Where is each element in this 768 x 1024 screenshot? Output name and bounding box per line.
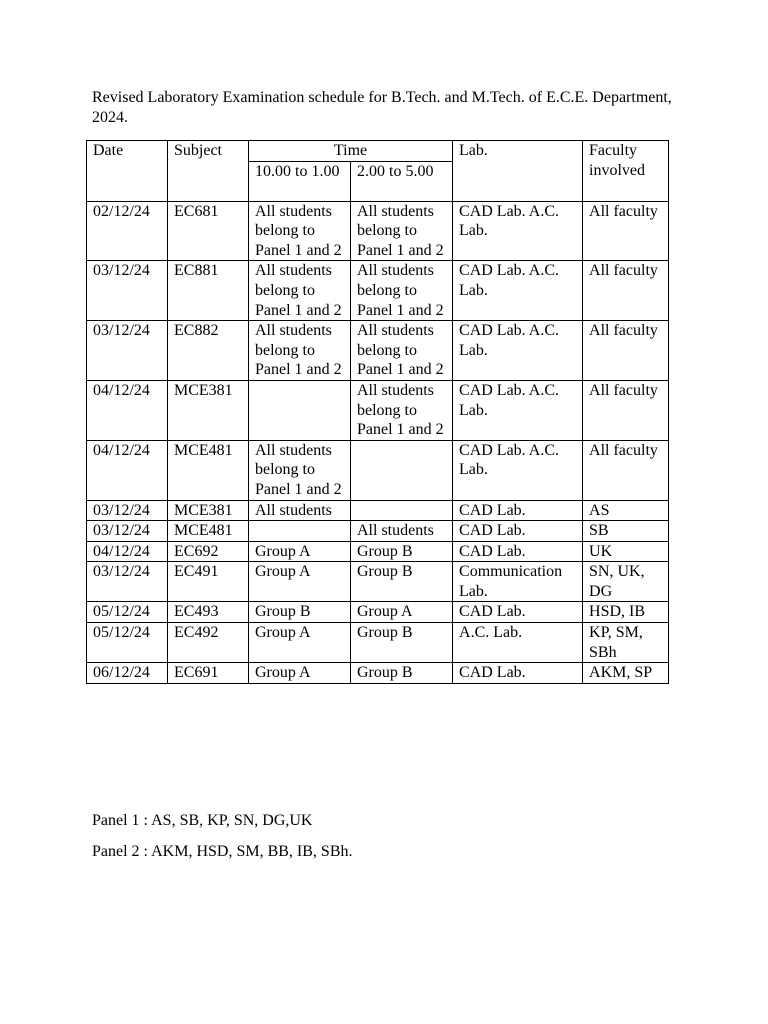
cell-faculty: AS [583,500,669,521]
cell-morning: Group A [249,663,351,684]
cell-date: 03/12/24 [87,321,168,381]
cell-morning: All students [249,500,351,521]
table-row [87,562,669,602]
table-row [87,261,669,321]
panel-1-members: Panel 1 : AS, SB, KP, SN, DG,UK [92,812,313,829]
cell-afternoon: Group B [351,541,453,562]
cell-date: 03/12/24 [87,500,168,521]
cell-faculty: UK [583,541,669,562]
cell-afternoon: All students belong to Panel 1 and 2 [351,321,453,381]
cell-morning: Group A [249,541,351,562]
cell-afternoon [351,440,453,500]
cell-date: 05/12/24 [87,602,168,623]
cell-subject: EC882 [168,321,249,381]
cell-lab: CAD Lab. [453,602,583,623]
cell-lab: CAD Lab. A.C. Lab. [453,380,583,440]
table-row [87,602,669,623]
cell-date: 04/12/24 [87,440,168,500]
cell-date: 02/12/24 [87,201,168,261]
table-row [87,201,669,261]
table-row [87,521,669,542]
table-row [87,500,669,521]
cell-lab: CAD Lab. A.C. Lab. [453,201,583,261]
cell-subject: MCE481 [168,440,249,500]
cell-lab: CAD Lab. A.C. Lab. [453,440,583,500]
cell-lab: CAD Lab. [453,541,583,562]
cell-faculty: AKM, SP [583,663,669,684]
cell-subject: EC491 [168,562,249,602]
cell-lab: CAD Lab. [453,521,583,542]
cell-faculty: All faculty [583,380,669,440]
cell-morning [249,521,351,542]
cell-subject: MCE381 [168,380,249,440]
cell-faculty: All faculty [583,321,669,381]
table-row [87,541,669,562]
cell-subject: EC691 [168,663,249,684]
cell-morning: All students belong to Panel 1 and 2 [249,440,351,500]
cell-date: 03/12/24 [87,521,168,542]
cell-subject: EC881 [168,261,249,321]
header-faculty: Faculty involved [583,141,669,202]
cell-afternoon: All students belong to Panel 1 and 2 [351,261,453,321]
header-date: Date [87,141,168,202]
table-row [87,663,669,684]
cell-subject: EC692 [168,541,249,562]
cell-date: 04/12/24 [87,380,168,440]
cell-morning: All students belong to Panel 1 and 2 [249,261,351,321]
cell-faculty: All faculty [583,440,669,500]
table-row [87,321,669,381]
cell-morning: All students belong to Panel 1 and 2 [249,321,351,381]
cell-lab: CAD Lab. [453,663,583,684]
cell-date: 06/12/24 [87,663,168,684]
schedule-table [86,140,669,684]
cell-morning: Group A [249,562,351,602]
panel-legend [92,811,353,873]
cell-morning: Group B [249,602,351,623]
header-lab: Lab. [453,141,583,202]
cell-lab: CAD Lab. [453,500,583,521]
cell-date: 04/12/24 [87,541,168,562]
header-time-afternoon: 2.00 to 5.00 [351,161,453,201]
cell-morning: All students belong to Panel 1 and 2 [249,201,351,261]
cell-faculty: All faculty [583,261,669,321]
schedule-table-header [87,141,669,202]
cell-afternoon: All students belong to Panel 1 and 2 [351,380,453,440]
cell-afternoon: All students belong to Panel 1 and 2 [351,201,453,261]
table-row [87,623,669,663]
cell-morning [249,380,351,440]
schedule-table-body [87,201,669,683]
cell-faculty: KP, SM, SBh [583,623,669,663]
table-row [87,380,669,440]
cell-subject: EC492 [168,623,249,663]
cell-subject: MCE381 [168,500,249,521]
cell-faculty: HSD, IB [583,602,669,623]
cell-lab: CAD Lab. A.C. Lab. [453,261,583,321]
cell-faculty: All faculty [583,201,669,261]
cell-date: 05/12/24 [87,623,168,663]
cell-lab: A.C. Lab. [453,623,583,663]
cell-date: 03/12/24 [87,261,168,321]
cell-subject: EC493 [168,602,249,623]
cell-subject: EC681 [168,201,249,261]
cell-lab: Communication Lab. [453,562,583,602]
cell-afternoon: Group A [351,602,453,623]
cell-morning: Group A [249,623,351,663]
cell-lab: CAD Lab. A.C. Lab. [453,321,583,381]
cell-faculty: SN, UK, DG [583,562,669,602]
header-time: Time [249,141,453,162]
cell-subject: MCE481 [168,521,249,542]
cell-afternoon: All students [351,521,453,542]
table-row [87,440,669,500]
cell-afternoon: Group B [351,623,453,663]
document-title: Revised Laboratory Examination schedule for B.Tech. and M.Tech. of E.C.E. Department, 2024. [92,89,672,126]
cell-afternoon: Group B [351,663,453,684]
cell-afternoon [351,500,453,521]
cell-faculty: SB [583,521,669,542]
header-subject: Subject [168,141,249,202]
cell-afternoon: Group B [351,562,453,602]
header-time-morning: 10.00 to 1.00 [249,161,351,201]
cell-date: 03/12/24 [87,562,168,602]
panel-2-members: Panel 2 : AKM, HSD, SM, BB, IB, SBh. [92,843,353,860]
